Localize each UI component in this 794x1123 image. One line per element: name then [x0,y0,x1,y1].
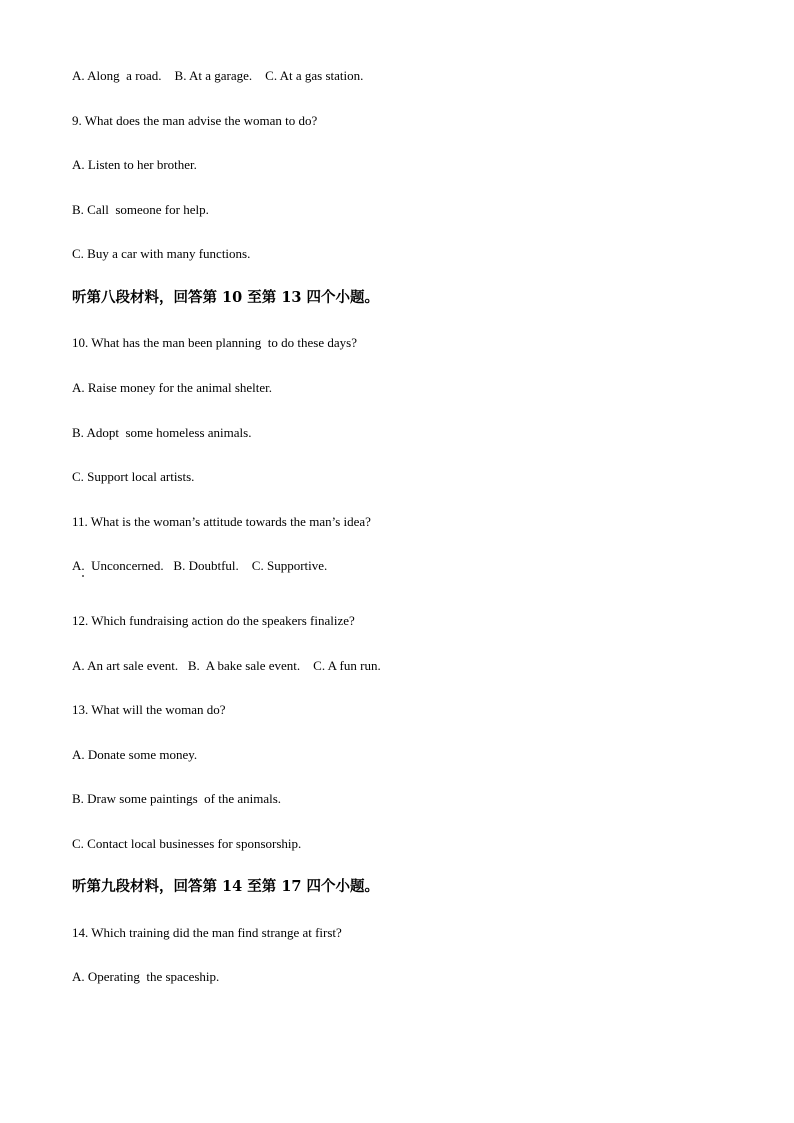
q10-option-c: C. Support local artists. [72,469,195,484]
q10-option-b: B. Adopt some homeless animals. [72,425,252,440]
stray-dot [82,575,84,577]
q10-option-a: A. Raise money for the animal shelter. [72,380,273,395]
q11-options: A. Unconcerned. B. Doubtful. C. Supportive. [72,558,328,573]
q13-option-b: B. Draw some paintings of the animals. [72,791,282,806]
q9-option-a: A. Listen to her brother. [72,157,197,172]
q13-option-c: C. Contact local businesses for sponsorship. [72,836,302,851]
q12-question: 12. Which fundraising action do the speakers finalize? [72,613,355,628]
q10-question: 10. What has the man been planning to do these days? [72,335,357,350]
q9-option-b: B. Call someone for help. [72,202,209,217]
q9-option-c: C. Buy a car with many functions. [72,246,251,261]
q11-question: 11. What is the woman’s attitude towards the man’s idea? [72,514,371,529]
q13-option-a: A. Donate some money. [72,747,198,762]
q8-options: A. Along a road. B. At a garage. C. At a gas station. [72,68,364,83]
section-9-heading: 听第九段材料，回答第 14 至第 17 四个小题。 [72,878,380,895]
q12-options: A. An art sale event. B. A bake sale event. C. A fun run. [72,658,381,673]
q13-question: 13. What will the woman do? [72,702,226,717]
q14-option-a: A. Operating the spaceship. [72,969,220,984]
section-8-heading: 听第八段材料，回答第 10 至第 13 四个小题。 [72,289,380,306]
q9-question: 9. What does the man advise the woman to do? [72,113,318,128]
q14-question: 14. Which training did the man find strange at first? [72,925,342,940]
